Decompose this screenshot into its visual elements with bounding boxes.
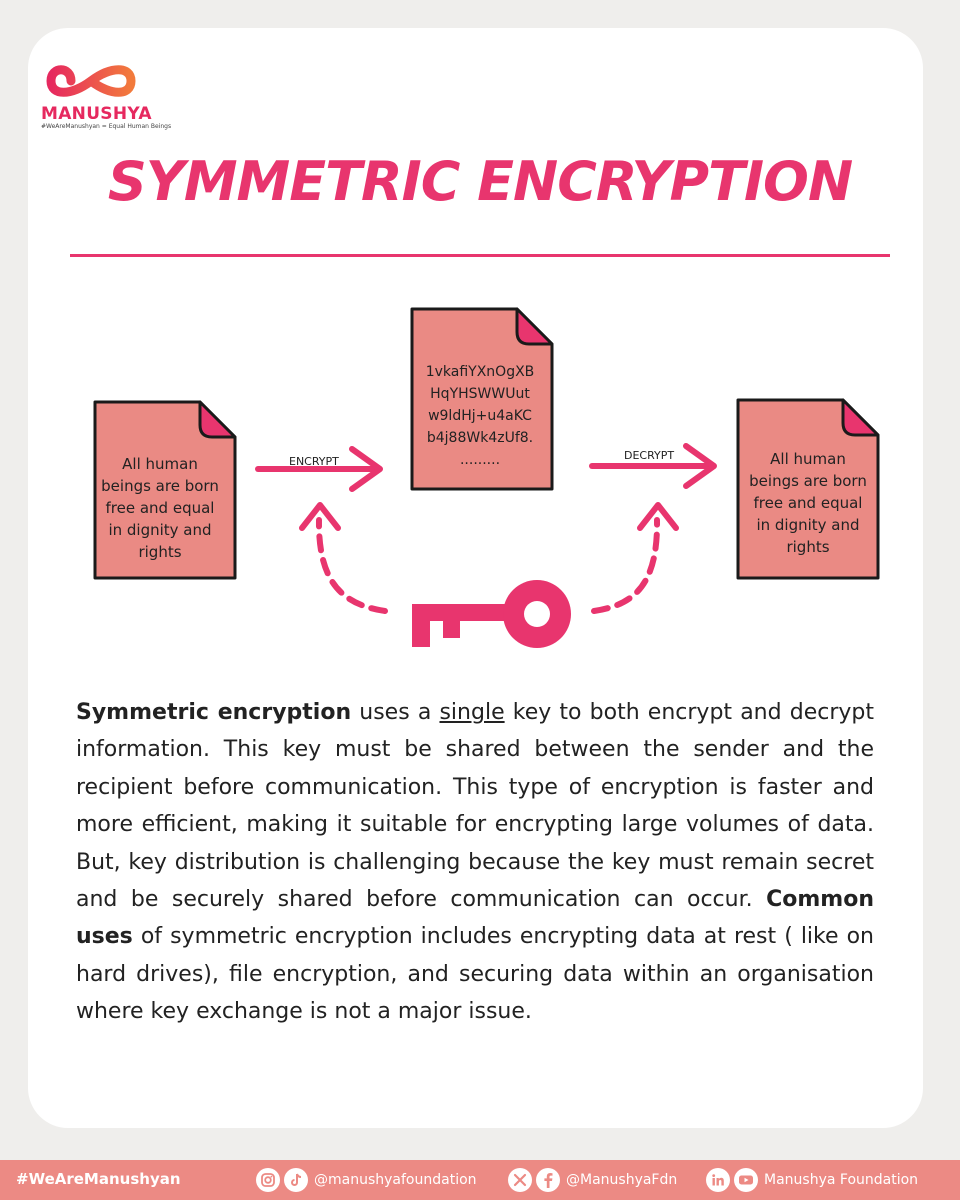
encrypt-label: ENCRYPT [289,455,339,468]
linkedin-icon[interactable] [706,1168,730,1192]
youtube-icon[interactable] [734,1168,758,1192]
plaintext-line: beings are born [101,477,219,495]
ciphertext-line: 1vkafiYXnOgXB [425,364,535,380]
key-icon [412,580,571,648]
decrypted-content [741,448,875,558]
common-uses-label: Common uses [76,887,874,950]
key-to-decrypt-arrow-icon [594,505,676,611]
footer-bar [0,1160,960,1200]
instagram-handle[interactable]: @manushyafoundation [314,1172,477,1188]
plaintext-line: rights [138,543,182,561]
body-part2: key to both encrypt and decrypt information. This key must be shared between the sender and the recipient before communication. This type of encryption is faster and more efficient, making it suitable for encrypting large volumes of data. But, key distribution is challenging because the key must remain secret and be securely shared before communication can occur. [76,700,874,913]
ciphertext-line: ......... [459,452,501,468]
social-group-linkedin-youtube [706,1168,918,1192]
key-to-encrypt-arrow-icon [302,505,385,611]
term-symmetric-encryption: Symmetric encryption [76,700,352,725]
decrypted-line: All human [770,450,846,468]
decrypted-line: in dignity and [756,516,860,534]
decrypted-line: free and equal [753,494,863,512]
ciphertext-line: b4j88Wk4zUf8. [426,430,534,446]
decrypted-line: rights [786,538,830,556]
decrypt-label: DECRYPT [624,449,675,462]
plaintext-line: free and equal [105,499,215,517]
facebook-icon[interactable] [536,1168,560,1192]
instagram-icon[interactable] [256,1168,280,1192]
description-paragraph [76,694,874,1031]
ciphertext-line: w9ldHj+u4aKC [428,408,532,424]
plaintext-content [98,453,222,563]
brand-name: MANUSHYA [41,104,152,124]
footer-hashtag: #WeAreManushyan [16,1170,181,1188]
youtube-handle[interactable]: Manushya Foundation [764,1172,919,1188]
social-group-instagram-tiktok [256,1168,477,1192]
ciphertext-content [415,361,545,471]
body-part1: uses a [351,700,440,725]
ciphertext-line: HqYHSWWUut [430,386,530,402]
brand-tagline: #WeAreManushyan = Equal Human Beings [41,123,172,130]
underlined-single: single [439,700,505,725]
social-group-x-facebook [508,1168,677,1192]
facebook-handle[interactable]: @ManushyaFdn [566,1172,678,1188]
plaintext-line: in dignity and [108,521,212,539]
x-icon[interactable] [508,1168,532,1192]
decrypted-line: beings are born [749,472,867,490]
body-part3: of symmetric encryption includes encrypting data at rest ( like on hard drives), file encryption, and securing data within an organisation where key exchange is not a major issue. [76,924,874,1025]
page-title: SYMMETRIC ENCRYPTION [107,150,853,213]
tiktok-icon[interactable] [284,1168,308,1192]
plaintext-line: All human [122,455,198,473]
